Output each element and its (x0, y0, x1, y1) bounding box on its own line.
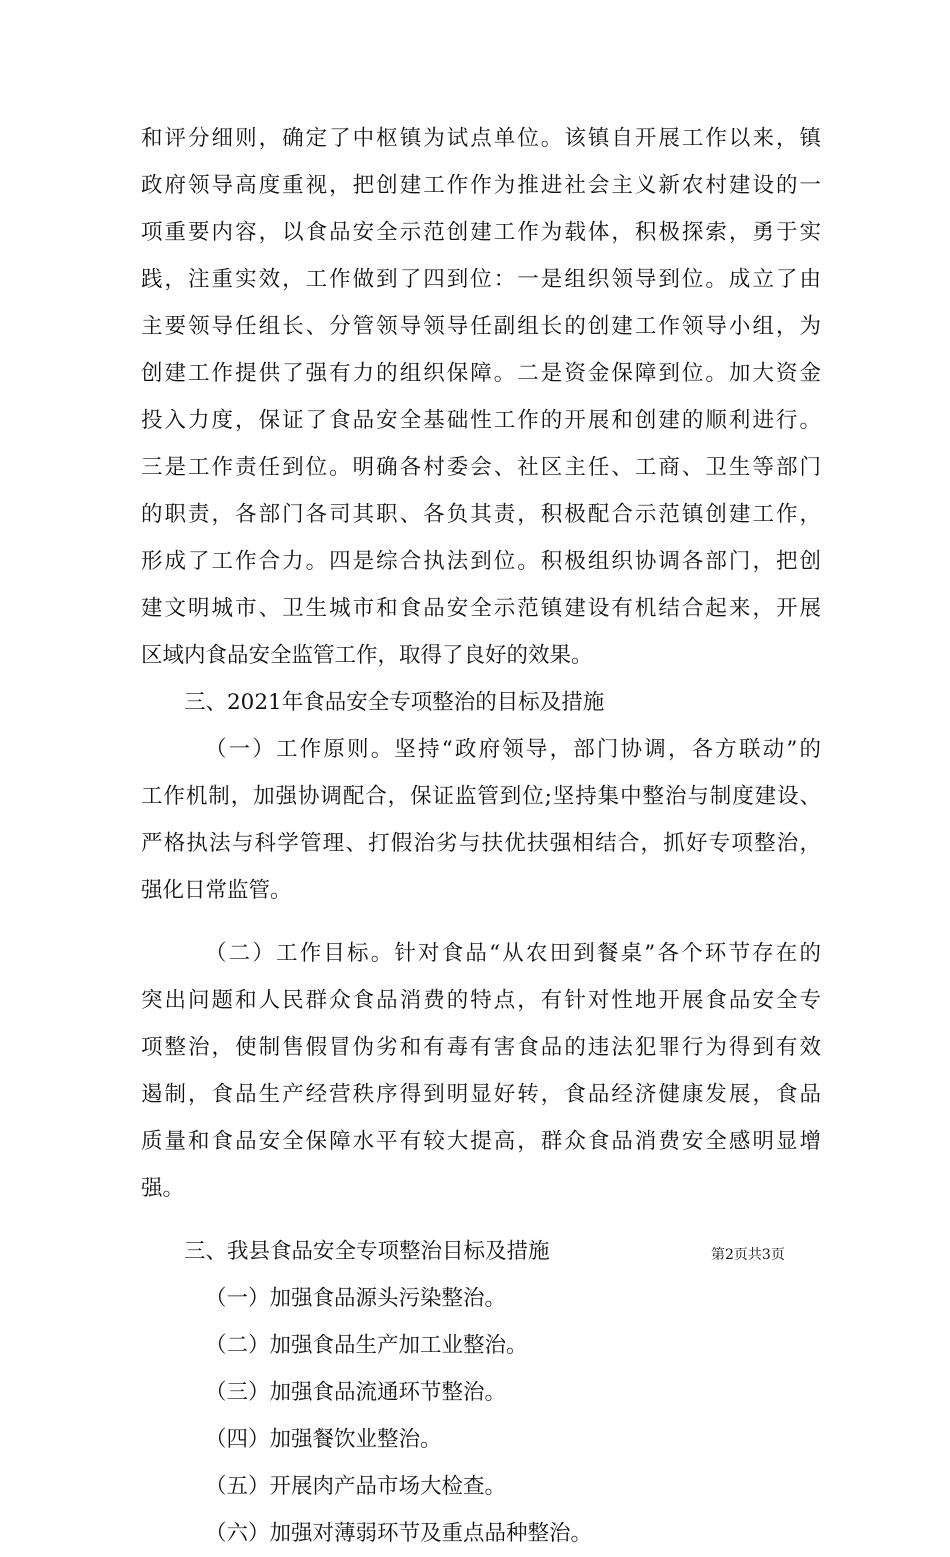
body-text (141, 115, 821, 1557)
paragraph-line: 区域内食品安全监管工作，取得了良好的效果。 (141, 643, 593, 668)
paragraph-line: 的职责，各部门各司其职、各负其责，积极配合示范镇创建工作， (141, 502, 821, 527)
paragraph-line: 政府领导高度重视，把创建工作作为推进社会主义新农村建设的一 (141, 173, 821, 198)
paragraph-line: 项重要内容，以食品安全示范创建工作为载体，积极探索，勇于实 (141, 220, 821, 245)
principle-line: 严格执法与科学管理、打假治劣与扶优扶强相结合，抓好专项整治， (141, 831, 821, 856)
principle-line: 工作机制，加强协调配合，保证监管到位;坚持集中整治与制度建设、 (141, 784, 821, 809)
measure-item: （五）开展肉产品市场大检查。 (205, 1474, 507, 1499)
paragraph-gap (141, 914, 821, 930)
principle-line: 强化日常监管。 (141, 878, 292, 903)
measure-item: （四）加强餐饮业整治。 (205, 1427, 442, 1452)
goal-line: 项整治，使制售假冒伪劣和有毒有害食品的违法犯罪行为得到有效 (141, 1035, 821, 1060)
goal-line: 强。 (141, 1176, 185, 1201)
paragraph-line: 形成了工作合力。四是综合执法到位。积极组织协调各部门，把创 (141, 549, 821, 574)
page-number-footer: 第2页共3页 (711, 1247, 785, 1263)
section-heading-county: 三、我县食品安全专项整治目标及措施 (184, 1239, 550, 1264)
paragraph-gap (141, 1212, 821, 1228)
goal-line: 遏制，食品生产经营秩序得到明显好转，食品经济健康发展，食品 (141, 1082, 821, 1107)
goal-line: 突出问题和人民群众食品消费的特点，有针对性地开展食品安全专 (141, 988, 821, 1013)
paragraph-line: 创建工作提供了强有力的组织保障。二是资金保障到位。加大资金 (141, 361, 821, 386)
paragraph-line: 践，注重实效，工作做到了四到位：一是组织领导到位。成立了由 (141, 267, 821, 292)
section-heading-2021: 三、2021年食品安全专项整治的目标及措施 (184, 690, 605, 715)
paragraph-line: 和评分细则，确定了中枢镇为试点单位。该镇自开展工作以来，镇 (141, 126, 821, 151)
goal-line: （二）工作目标。针对食品“从农田到餐桌”各个环节存在的 (205, 941, 821, 966)
measure-item: （三）加强食品流通环节整治。 (205, 1380, 507, 1405)
paragraph-line: 投入力度，保证了食品安全基础性工作的开展和创建的顺利进行。 (141, 408, 821, 433)
paragraph-line: 三是工作责任到位。明确各村委会、社区主任、工商、卫生等部门 (141, 455, 821, 480)
goal-line: 质量和食品安全保障水平有较大提高，群众食品消费安全感明显增 (141, 1129, 821, 1154)
measure-item: （六）加强对薄弱环节及重点品种整治。 (205, 1521, 593, 1546)
principle-line: （一）工作原则。坚持“政府领导，部门协调，各方联动”的 (205, 737, 821, 762)
paragraph-line: 建文明城市、卫生城市和食品安全示范镇建设有机结合起来，开展 (141, 596, 821, 621)
measure-item: （二）加强食品生产加工业整治。 (205, 1333, 528, 1358)
measure-item: （一）加强食品源头污染整治。 (205, 1286, 507, 1311)
paragraph-line: 主要领导任组长、分管领导领导任副组长的创建工作领导小组，为 (141, 314, 821, 339)
